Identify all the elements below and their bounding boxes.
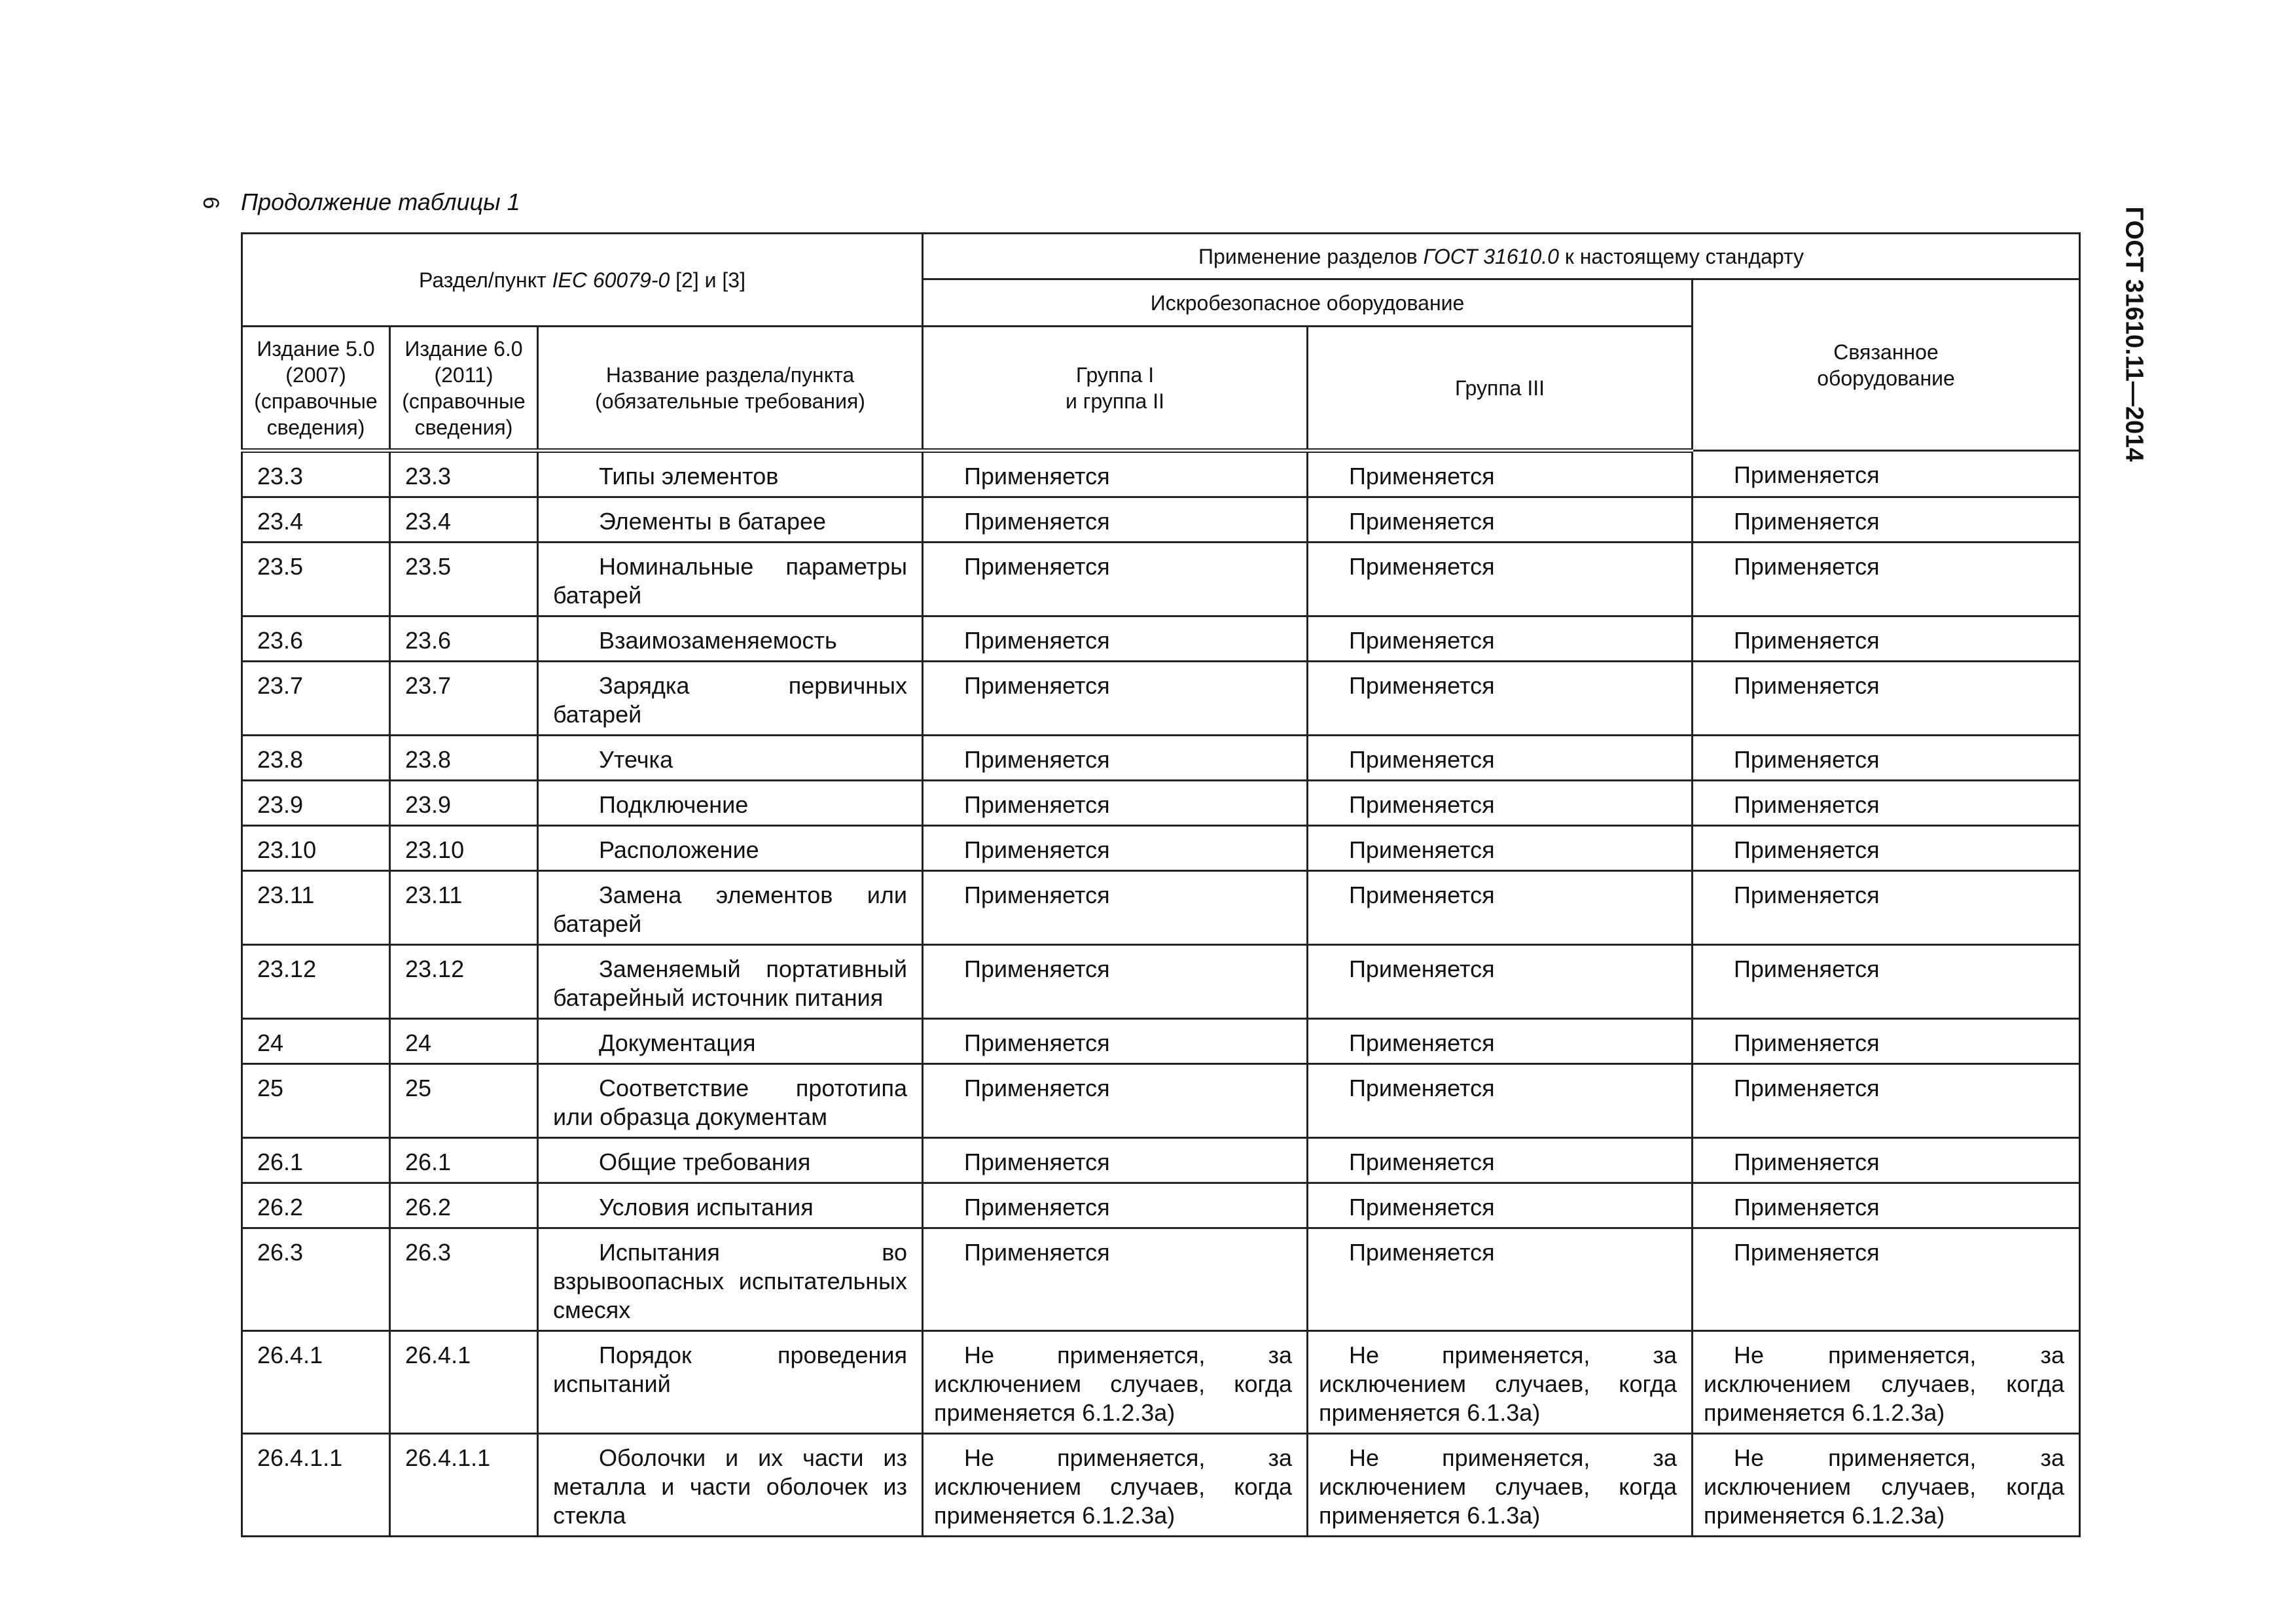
cell-associated: Применяется [1693,543,2080,616]
cell-group3: Применяется [1308,543,1693,616]
cell-group1-2: Применяется [923,543,1308,616]
header-edition5: Издание 5.0 (2007) (справочные сведения) [242,327,390,451]
table-row [242,1434,2080,1537]
table-row [242,826,2080,871]
cell-edition5: 23.5 [242,543,390,616]
cell-group3: Применяется [1308,1064,1693,1138]
cell-edition6: 23.10 [390,826,538,871]
cell-group1-2: Не применяется, за исключением случаев, когда применяется 6.1.2.3а) [923,1434,1308,1537]
cell-edition5: 23.11 [242,871,390,945]
cell-edition6: 23.7 [390,662,538,736]
cell-section-name: Элементы в батарее [538,497,923,543]
cell-group3: Применяется [1308,1019,1693,1064]
cell-group1-2: Применяется [923,616,1308,662]
cell-edition5: 23.8 [242,736,390,781]
cell-group3: Применяется [1308,497,1693,543]
cell-group3: Применяется [1308,871,1693,945]
cell-section-name: Общие требования [538,1138,923,1183]
cell-group1-2: Применяется [923,736,1308,781]
cell-section-name: Утечка [538,736,923,781]
cell-associated: Применяется [1693,736,2080,781]
table-row [242,1019,2080,1064]
table-row [242,1183,2080,1228]
cell-group3: Применяется [1308,781,1693,826]
cell-associated: Применяется [1693,1183,2080,1228]
cell-section-name: Зарядка первичных батарей [538,662,923,736]
cell-group1-2: Применяется [923,781,1308,826]
cell-edition5: 24 [242,1019,390,1064]
cell-edition6: 23.8 [390,736,538,781]
cell-edition5: 23.3 [242,451,390,497]
cell-section-name: Заменяемый портативный батарейный источник питания [538,945,923,1019]
header-row [242,234,2080,279]
cell-edition6: 23.9 [390,781,538,826]
cell-group3: Не применяется, за исключением случаев, когда применяется 6.1.3а) [1308,1434,1693,1537]
table-row [242,616,2080,662]
header-group1-2: Группа I и группа II [923,327,1308,451]
cell-associated: Применяется [1693,497,2080,543]
header-section-clause: Раздел/пункт IEC 60079-0 [2] и [3] [242,234,923,327]
table-caption: Продолжение таблицы 1 [241,188,520,215]
cell-edition6: 25 [390,1064,538,1138]
cell-associated: Не применяется, за исключением случаев, когда применяется 6.1.2.3а) [1693,1434,2080,1537]
cell-group3: Применяется [1308,826,1693,871]
cell-group3: Применяется [1308,662,1693,736]
cell-group1-2: Применяется [923,1019,1308,1064]
table-row [242,1228,2080,1331]
cell-edition6: 23.11 [390,871,538,945]
requirements-table [241,232,2081,1537]
cell-group1-2: Применяется [923,1138,1308,1183]
cell-edition5: 23.9 [242,781,390,826]
table-row [242,662,2080,736]
cell-associated: Применяется [1693,1138,2080,1183]
cell-edition6: 23.4 [390,497,538,543]
cell-section-name: Оболочки и их части из металла и части оболочек из стекла [538,1434,923,1537]
cell-edition5: 26.1 [242,1138,390,1183]
cell-associated: Применяется [1693,871,2080,945]
cell-group1-2: Применяется [923,871,1308,945]
cell-section-name: Соответствие прототипа или образца документам [538,1064,923,1138]
cell-edition6: 26.4.1 [390,1331,538,1434]
cell-group3: Применяется [1308,1183,1693,1228]
cell-group3: Применяется [1308,1138,1693,1183]
cell-associated: Применяется [1693,1228,2080,1331]
cell-edition5: 23.12 [242,945,390,1019]
cell-group3: Не применяется, за исключением случаев, когда применяется 6.1.3а) [1308,1331,1693,1434]
cell-group3: Применяется [1308,945,1693,1019]
cell-associated: Применяется [1693,945,2080,1019]
table-row [242,1138,2080,1183]
cell-group1-2: Применяется [923,1064,1308,1138]
cell-group1-2: Применяется [923,945,1308,1019]
cell-associated: Применяется [1693,451,2080,497]
cell-edition6: 26.4.1.1 [390,1434,538,1537]
cell-section-name: Условия испытания [538,1183,923,1228]
cell-associated: Применяется [1693,662,2080,736]
cell-edition5: 26.3 [242,1228,390,1331]
cell-section-name: Порядок проведения испытаний [538,1331,923,1434]
cell-edition5: 23.7 [242,662,390,736]
page-number: 6 [198,196,223,209]
cell-edition6: 24 [390,1019,538,1064]
table-row [242,736,2080,781]
cell-edition6: 23.6 [390,616,538,662]
cell-section-name: Подключение [538,781,923,826]
header-intrinsic-equipment: Искробезопасное оборудование [923,279,1693,327]
cell-section-name: Расположение [538,826,923,871]
cell-edition6: 23.3 [390,451,538,497]
cell-associated: Применяется [1693,1019,2080,1064]
cell-associated: Применяется [1693,781,2080,826]
table-row [242,497,2080,543]
cell-edition6: 26.1 [390,1138,538,1183]
cell-edition5: 23.4 [242,497,390,543]
cell-edition6: 26.2 [390,1183,538,1228]
header-group3: Группа III [1308,327,1693,451]
table-row [242,781,2080,826]
cell-edition5: 26.4.1 [242,1331,390,1434]
table-row [242,871,2080,945]
cell-associated: Применяется [1693,826,2080,871]
table-row [242,1331,2080,1434]
cell-group3: Применяется [1308,1228,1693,1331]
table-row [242,451,2080,497]
header-section-name: Название раздела/пункта (обязательные требования) [538,327,923,451]
cell-group1-2: Применяется [923,497,1308,543]
cell-edition5: 25 [242,1064,390,1138]
cell-edition5: 23.6 [242,616,390,662]
table-row [242,543,2080,616]
header-edition6: Издание 6.0 (2011) (справочные сведения) [390,327,538,451]
cell-group1-2: Применяется [923,662,1308,736]
header-application: Применение разделов ГОСТ 31610.0 к настоящему стандарту [923,234,2080,279]
cell-group1-2: Применяется [923,826,1308,871]
table-body [242,451,2080,1537]
cell-associated: Не применяется, за исключением случаев, когда применяется 6.1.2.3а) [1693,1331,2080,1434]
cell-associated: Применяется [1693,616,2080,662]
cell-group1-2: Не применяется, за исключением случаев, когда применяется 6.1.2.3а) [923,1331,1308,1434]
cell-edition6: 23.5 [390,543,538,616]
cell-section-name: Типы элементов [538,451,923,497]
cell-group1-2: Применяется [923,1228,1308,1331]
cell-group1-2: Применяется [923,1183,1308,1228]
cell-edition6: 26.3 [390,1228,538,1331]
cell-edition5: 26.4.1.1 [242,1434,390,1537]
standard-code-container [2094,190,2173,478]
cell-section-name: Взаимозаменяемость [538,616,923,662]
cell-section-name: Замена элементов или батарей [538,871,923,945]
cell-edition5: 23.10 [242,826,390,871]
cell-section-name: Испытания во взрывоопасных испытательных смесях [538,1228,923,1331]
cell-group3: Применяется [1308,616,1693,662]
cell-group3: Применяется [1308,736,1693,781]
header-associated-equipment: Связанное оборудование [1693,279,2080,451]
standard-code: ГОСТ 31610.11—2014 [2120,206,2148,461]
cell-group3: Применяется [1308,451,1693,497]
table-row [242,1064,2080,1138]
cell-edition5: 26.2 [242,1183,390,1228]
cell-associated: Применяется [1693,1064,2080,1138]
table-row [242,945,2080,1019]
cell-section-name: Документация [538,1019,923,1064]
cell-edition6: 23.12 [390,945,538,1019]
cell-group1-2: Применяется [923,451,1308,497]
cell-section-name: Номинальные параметры батарей [538,543,923,616]
table-head [242,234,2080,451]
